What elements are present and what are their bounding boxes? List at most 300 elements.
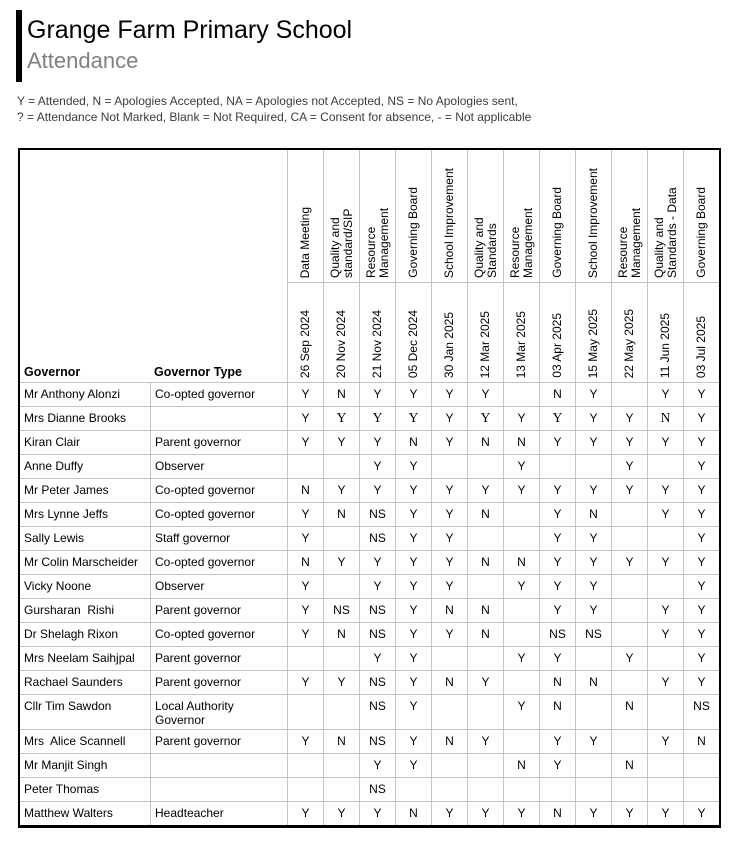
meeting-column-header [431,150,467,382]
attendance-cell: Y [395,383,431,406]
attendance-cell: Y [503,479,539,502]
attendance-cell: N [431,671,467,694]
table-row [20,526,719,550]
attendance-cell: Y [395,623,431,646]
attendance-cell: Y [683,599,719,622]
meeting-date: 21 Nov 2024 [370,309,384,378]
attendance-report [0,10,730,828]
title-block [16,10,730,82]
attendance-cell: NS [359,695,395,729]
attendance-cell [323,778,359,801]
meeting-name-cell [288,150,323,282]
governor-type-cell [150,407,287,430]
attendance-cell: Y [395,575,431,598]
attendance-cell [323,527,359,550]
attendance-cell: Y [431,802,467,825]
meeting-name-cell [360,150,395,282]
attendance-cell: Y [359,455,395,478]
meeting-name-cell [396,150,431,282]
attendance-cell [503,503,539,526]
attendance-cell: Y [683,407,719,430]
attendance-cell [467,778,503,801]
attendance-cell: Y [323,671,359,694]
attendance-cell: N [539,383,575,406]
attendance-cell: Y [683,503,719,526]
attendance-cell [323,647,359,670]
attendance-cell: N [539,695,575,729]
attendance-cell [467,695,503,729]
governor-name-cell: Rachael Saunders [24,675,123,689]
meeting-name: School Improvement [586,167,600,278]
attendance-cell: Y [359,407,395,430]
governor-type-cell: Parent governor [150,647,287,670]
attendance-cell: Y [539,754,575,777]
attendance-cell: N [503,754,539,777]
attendance-cell: Y [431,527,467,550]
table-row [20,646,719,670]
attendance-cell: Y [539,407,575,430]
attendance-cell [503,383,539,406]
attendance-cell [683,778,719,801]
attendance-cell: Y [683,527,719,550]
attendance-cell [575,647,611,670]
attendance-cell: Y [323,802,359,825]
meeting-date-cell [540,282,575,382]
governor-name-cell: Mr Peter James [24,483,109,497]
attendance-cell [287,647,323,670]
attendance-cell: Y [287,623,323,646]
attendance-cell: Y [575,407,611,430]
governor-name-cell: Mr Manjit Singh [24,758,108,772]
attendance-cell: Y [611,407,647,430]
governor-type-cell: Co-opted governor [150,503,287,526]
attendance-cell: Y [395,407,431,430]
meeting-name-cell [468,150,503,282]
governor-type-cell: Co-opted governor [150,479,287,502]
meeting-column-header [611,150,647,382]
meeting-name: Quality and Standards [471,217,499,278]
attendance-cell [575,778,611,801]
attendance-cell [611,778,647,801]
governor-name-cell: Mrs Dianne Brooks [24,411,127,425]
meeting-column-header [647,150,683,382]
legend-line-2: ? = Attendance Not Marked, Blank = Not Required, CA = Consent for absence, - = Not applicable [17,110,532,124]
meeting-column-header [359,150,395,382]
table-row [20,801,719,825]
attendance-cell: N [395,802,431,825]
attendance-cell [611,575,647,598]
table-row [20,622,719,646]
attendance-cell: N [647,407,683,430]
attendance-cell: Y [683,455,719,478]
attendance-cell: Y [395,551,431,574]
attendance-cell [647,455,683,478]
titles [22,10,352,82]
attendance-cell: Y [575,599,611,622]
attendance-cell [575,754,611,777]
governor-name-cell: Anne Duffy [24,459,84,473]
attendance-cell: N [575,503,611,526]
attendance-cell: N [467,623,503,646]
attendance-cell [467,575,503,598]
attendance-cell: N [467,599,503,622]
meeting-column-header [323,150,359,382]
attendance-cell [503,730,539,753]
governor-type-cell: Parent governor [150,599,287,622]
attendance-cell: Y [539,647,575,670]
attendance-cell: Y [683,647,719,670]
attendance-cell: Y [647,383,683,406]
attendance-cell: Y [647,802,683,825]
attendance-cell: NS [683,695,719,729]
meeting-date: 30 Jan 2025 [442,311,456,378]
meeting-name: Quality and standard/SIP [327,208,355,278]
governor-name-cell: Sally Lewis [24,531,85,545]
attendance-legend [17,93,730,125]
attendance-cell [575,695,611,729]
attendance-cell: N [539,802,575,825]
school-name: Grange Farm Primary School [27,16,353,44]
table-header [20,150,719,382]
table-row [20,478,719,502]
attendance-cell: Y [287,503,323,526]
meeting-date: 11 Jun 2025 [658,312,672,378]
attendance-cell [539,778,575,801]
attendance-cell: Y [467,407,503,430]
meeting-date-cell [576,282,611,382]
meeting-column-header [287,150,323,382]
meeting-date-cell [648,282,683,382]
attendance-cell [287,778,323,801]
meeting-name-cell [576,150,611,282]
attendance-cell: Y [539,551,575,574]
attendance-cell: Y [359,647,395,670]
meeting-name-cell [684,150,719,282]
attendance-cell: Y [287,407,323,430]
attendance-cell: Y [287,730,323,753]
meeting-name: Quality and Standards - Data [651,187,679,278]
attendance-cell: N [431,599,467,622]
attendance-cell: Y [287,527,323,550]
meeting-date: 20 Nov 2024 [334,309,348,378]
attendance-cell: Y [683,802,719,825]
attendance-cell [611,671,647,694]
attendance-cell [611,599,647,622]
attendance-cell: Y [683,383,719,406]
attendance-cell [287,455,323,478]
attendance-cell [503,671,539,694]
meeting-date-cell [288,282,323,382]
attendance-cell: Y [467,479,503,502]
attendance-cell: Y [575,527,611,550]
attendance-cell: Y [503,802,539,825]
attendance-cell: Y [395,599,431,622]
meeting-date-cell [396,282,431,382]
attendance-cell: N [467,431,503,454]
governor-name-cell: Cllr Tim Sawdon [24,699,112,713]
meeting-name-cell [504,150,539,282]
governor-type-column-header: Governor Type [154,365,242,379]
governor-type-cell: Co-opted governor [150,623,287,646]
attendance-cell: Y [647,599,683,622]
attendance-cell [431,695,467,729]
attendance-cell [503,623,539,646]
meeting-name: Governing Board [550,187,564,278]
meeting-name-cell [432,150,467,282]
attendance-cell: N [323,623,359,646]
meeting-date: 05 Dec 2024 [406,309,420,378]
governor-name-cell: Mrs Alice Scannell [24,734,126,748]
meeting-date: 03 Jul 2025 [694,315,708,378]
attendance-cell: Y [359,551,395,574]
attendance-cell: Y [359,383,395,406]
attendance-cell: Y [575,431,611,454]
attendance-cell [287,754,323,777]
meeting-column-header [683,150,719,382]
meeting-name: Resource Management [615,207,643,278]
attendance-cell: Y [467,383,503,406]
attendance-cell: Y [647,551,683,574]
meeting-date: 13 Mar 2025 [514,310,528,378]
attendance-cell: N [323,503,359,526]
attendance-cell: Y [503,647,539,670]
governor-name-cell: Mr Anthony Alonzi [24,387,121,401]
attendance-cell: Y [611,455,647,478]
attendance-cell: Y [539,599,575,622]
attendance-cell [323,575,359,598]
governor-type-cell: Co-opted governor [150,383,287,406]
attendance-cell: Y [539,730,575,753]
attendance-cell: Y [647,730,683,753]
attendance-cell: Y [287,431,323,454]
attendance-cell: Y [647,671,683,694]
attendance-cell: Y [395,479,431,502]
governor-type-cell [150,778,287,801]
attendance-cell: Y [647,503,683,526]
attendance-cell: Y [575,551,611,574]
attendance-cell [467,647,503,670]
attendance-cell: NS [359,527,395,550]
attendance-cell: NS [359,623,395,646]
attendance-cell: Y [323,479,359,502]
meeting-date-cell [684,282,719,382]
table-row [20,574,719,598]
attendance-cell [431,647,467,670]
attendance-cell: Y [683,671,719,694]
attendance-cell: N [395,431,431,454]
governor-name-cell: Mrs Neelam Saihjpal [24,651,135,665]
attendance-cell: Y [683,551,719,574]
attendance-cell: Y [323,551,359,574]
attendance-cell: N [611,754,647,777]
attendance-cell: Y [395,754,431,777]
governor-name-cell: Mr Colin Marscheider [24,555,139,569]
attendance-cell [467,754,503,777]
attendance-cell: Y [575,575,611,598]
attendance-cell [431,754,467,777]
governor-type-cell: Local Authority Governor [150,695,287,729]
attendance-cell: N [503,551,539,574]
attendance-cell [503,778,539,801]
governor-type-cell: Observer [150,575,287,598]
meeting-name: Resource Management [507,207,535,278]
table-row [20,598,719,622]
meeting-date-cell [360,282,395,382]
attendance-cell [611,623,647,646]
table-row [20,670,719,694]
attendance-cell: N [503,431,539,454]
attendance-cell: Y [395,527,431,550]
attendance-cell: Y [575,383,611,406]
attendance-cell [647,575,683,598]
table-row [20,406,719,430]
attendance-cell [431,778,467,801]
attendance-cell [647,754,683,777]
attendance-cell: Y [395,647,431,670]
meeting-column-header [395,150,431,382]
attendance-cell: Y [683,479,719,502]
attendance-cell: Y [395,730,431,753]
attendance-cell: NS [359,730,395,753]
attendance-cell [503,527,539,550]
attendance-cell [467,527,503,550]
attendance-cell: Y [503,455,539,478]
meeting-date-cell [432,282,467,382]
governor-type-cell: Staff governor [150,527,287,550]
governor-type-cell [150,754,287,777]
table-corner [20,150,287,382]
page-title: Attendance [27,48,139,73]
attendance-cell: Y [575,802,611,825]
meeting-date-cell [612,282,647,382]
meeting-name-cell [324,150,359,282]
attendance-cell [647,647,683,670]
attendance-cell: N [323,383,359,406]
attendance-cell: Y [503,695,539,729]
attendance-cell: Y [359,802,395,825]
attendance-cell: Y [503,575,539,598]
attendance-cell [287,695,323,729]
attendance-cell: Y [287,599,323,622]
table-body [20,382,719,825]
attendance-cell: Y [683,575,719,598]
attendance-cell: N [287,551,323,574]
meeting-date: 12 Mar 2025 [478,310,492,378]
governor-type-cell: Co-opted governor [150,551,287,574]
table-row [20,430,719,454]
meeting-name: School Improvement [442,167,456,278]
attendance-cell: N [611,695,647,729]
meeting-name: Governing Board [694,187,708,278]
meeting-date-cell [324,282,359,382]
attendance-cell: Y [431,575,467,598]
governor-name-cell: Gursharan Rishi [24,603,115,617]
attendance-cell: Y [287,575,323,598]
attendance-cell: Y [395,455,431,478]
attendance-cell: Y [467,671,503,694]
meeting-date: 26 Sep 2024 [298,309,312,378]
meeting-name: Resource Management [363,207,391,278]
attendance-cell: N [323,730,359,753]
table-row [20,454,719,478]
attendance-cell: NS [359,671,395,694]
attendance-cell: Y [611,431,647,454]
governor-type-cell: Parent governor [150,431,287,454]
attendance-cell: Y [467,802,503,825]
governor-type-cell: Observer [150,455,287,478]
attendance-cell: Y [359,479,395,502]
attendance-cell [395,778,431,801]
attendance-cell [323,754,359,777]
attendance-cell: Y [323,431,359,454]
attendance-cell [323,455,359,478]
attendance-cell: N [539,671,575,694]
attendance-cell: Y [539,575,575,598]
attendance-cell: Y [287,802,323,825]
attendance-cell: Y [431,407,467,430]
attendance-cell [647,778,683,801]
attendance-cell: NS [539,623,575,646]
attendance-cell: Y [287,383,323,406]
attendance-cell: NS [575,623,611,646]
attendance-cell: Y [359,575,395,598]
attendance-cell: Y [359,754,395,777]
attendance-cell: Y [683,431,719,454]
meeting-name-cell [612,150,647,282]
meeting-column-header [539,150,575,382]
meeting-name: Data Meeting [298,206,312,278]
attendance-cell: N [683,730,719,753]
governor-column-header: Governor [24,365,81,379]
attendance-cell: NS [359,503,395,526]
meeting-date: 22 May 2025 [622,308,636,378]
attendance-cell: Y [395,503,431,526]
governor-name-cell: Mrs Lynne Jeffs [24,507,109,521]
table-row [20,550,719,574]
table-row [20,777,719,801]
attendance-cell: Y [467,730,503,753]
attendance-cell: N [287,479,323,502]
meeting-column-header [575,150,611,382]
attendance-cell: Y [647,431,683,454]
attendance-cell: Y [575,730,611,753]
meeting-name-cell [648,150,683,282]
attendance-cell: N [575,671,611,694]
table-row [20,382,719,406]
attendance-cell: Y [431,551,467,574]
attendance-cell [611,383,647,406]
attendance-cell: Y [539,503,575,526]
governor-name-cell: Vicky Noone [24,579,92,593]
attendance-cell: Y [323,407,359,430]
table-row [20,502,719,526]
table-row [20,729,719,753]
attendance-cell [503,599,539,622]
attendance-cell: Y [431,431,467,454]
attendance-cell: Y [395,671,431,694]
meeting-column-header [503,150,539,382]
attendance-table [18,148,721,828]
table-row [20,694,719,729]
attendance-cell: Y [431,479,467,502]
attendance-cell [647,695,683,729]
attendance-cell: Y [539,527,575,550]
meeting-date-cell [468,282,503,382]
meeting-date-cell [504,282,539,382]
governor-name-cell: Matthew Walters [24,806,113,820]
meeting-column-header [467,150,503,382]
attendance-cell: N [431,730,467,753]
